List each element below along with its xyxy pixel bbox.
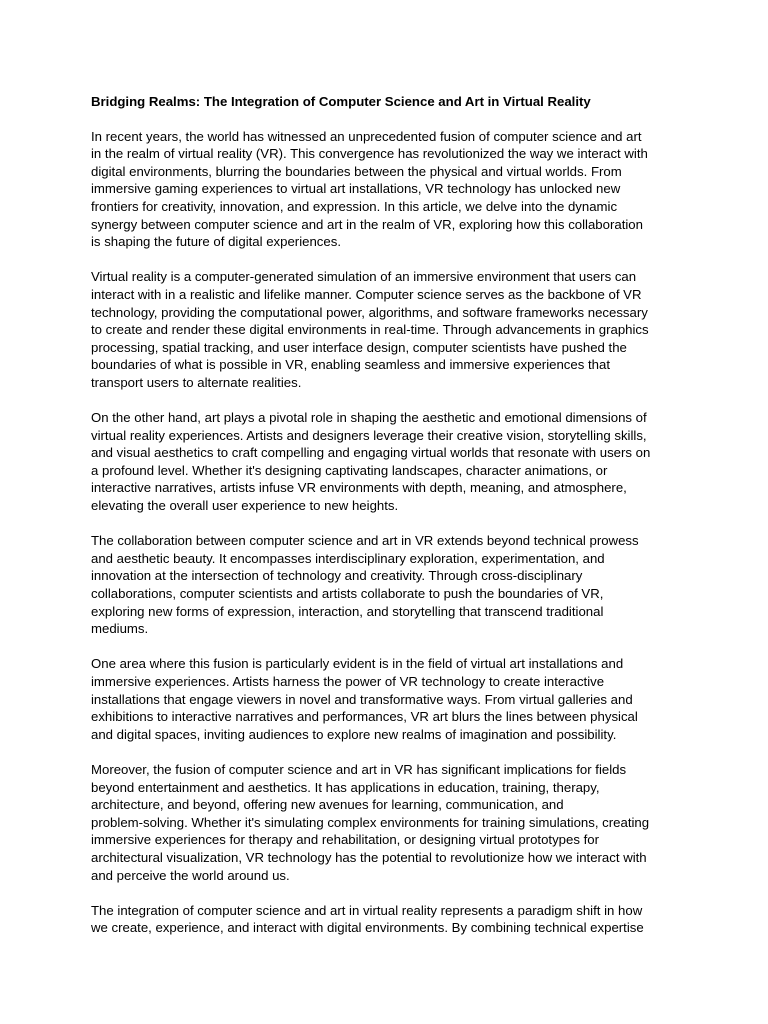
- paragraph-line: in the realm of virtual reality (VR). This convergence has revolutionized the way we interact with: [91, 146, 648, 162]
- paragraph-line: is shaping the future of digital experiences.: [91, 234, 341, 250]
- document-title: Bridging Realms: The Integration of Computer Science and Art in Virtual Reality: [91, 94, 591, 109]
- paragraph-line: immersive experiences. Artists harness the power of VR technology to create interactive: [91, 674, 605, 689]
- paragraph-line: installations that engage viewers in novel and transformative ways. From virtual galleries and: [91, 691, 633, 707]
- paragraph-line: problem-solving. Whether it's simulating complex environments for training simulations, creating: [91, 814, 650, 830]
- paragraph-line: we create, experience, and interact with digital environments. By combining technical expertise: [91, 920, 644, 936]
- paragraph-line: exhibitions to interactive narratives and performances, VR art blurs the lines between physical: [91, 709, 638, 725]
- paragraph-line: Moreover, the fusion of computer science and art in VR has significant implications for fields: [91, 761, 627, 777]
- paragraph: [91, 409, 681, 515]
- paragraph-line: to create and render these digital environments in real-time. Through advancements in graphics: [91, 322, 649, 338]
- paragraph-line: synergy between computer science and art in the realm of VR, exploring how this collaboration: [91, 216, 643, 232]
- paragraph-line: beyond entertainment and aesthetics. It has applications in education, training, therapy,: [91, 779, 600, 795]
- paragraph-line: transport users to alternate realities.: [91, 374, 302, 390]
- paragraph-line: On the other hand, art plays a pivotal role in shaping the aesthetic and emotional dimensions of: [91, 410, 647, 426]
- paragraph-line: One area where this fusion is particularly evident is in the field of virtual art installations and: [91, 656, 624, 672]
- paragraph-line: boundaries of what is possible in VR, enabling seamless and immersive experiences that: [91, 357, 610, 373]
- paragraph-line: technology, providing the computational power, algorithms, and software frameworks necessary: [91, 304, 648, 320]
- paragraph-line: immersive experiences for therapy and rehabilitation, or designing virtual prototypes for: [91, 832, 599, 848]
- paragraph: [91, 902, 681, 937]
- paragraph-line: and perceive the world around us.: [91, 867, 290, 883]
- paragraph-line: processing, spatial tracking, and user interface design, computer scientists have pushed the: [91, 339, 627, 355]
- paragraph-line: interactive narratives, artists infuse VR environments with depth, meaning, and atmosphere,: [91, 480, 627, 496]
- paragraph-line: and visual aesthetics to craft compelling and engaging virtual worlds that resonate with users on: [91, 445, 651, 461]
- paragraph-line: frontiers for creativity, innovation, and expression. In this article, we delve into the dynamic: [91, 198, 618, 214]
- paragraph: [91, 532, 681, 638]
- paragraph-line: exploring new forms of expression, interaction, and storytelling that transcend traditional: [91, 603, 604, 619]
- paragraph-line: digital environments, blurring the boundaries between the physical and virtual worlds. From: [91, 163, 622, 179]
- paragraph-line: virtual reality experiences. Artists and designers leverage their creative vision, storytelling skills,: [91, 427, 647, 443]
- paragraph-line: and digital spaces, inviting audiences to explore new realms of imagination and possibility.: [91, 726, 617, 742]
- paragraph: [91, 128, 681, 251]
- paragraph-line: and aesthetic beauty. It encompasses interdisciplinary exploration, experimentation, and: [91, 550, 605, 566]
- paragraph-line: elevating the overall user experience to new heights.: [91, 498, 399, 514]
- paragraph: [91, 655, 681, 743]
- paragraph-line: innovation at the intersection of technology and creativity. Through cross-disciplinary: [91, 568, 583, 584]
- paragraph-line: immersive gaming experiences to virtual art installations, VR technology has unlocked new: [91, 181, 621, 197]
- paragraph-line: architectural visualization, VR technology has the potential to revolutionize how we interact with: [91, 849, 647, 865]
- paragraph: [91, 268, 681, 391]
- paragraph-line: interact with in a realistic and lifelike manner. Computer science serves as the backbone of VR: [91, 286, 642, 302]
- paragraph-line: The integration of computer science and art in virtual reality represents a paradigm shift in how: [91, 902, 643, 918]
- paragraph-line: The collaboration between computer science and art in VR extends beyond technical prowess: [91, 533, 639, 549]
- paragraph-line: collaborations, computer scientists and artists collaborate to push the boundaries of VR,: [91, 586, 604, 602]
- document-body: [91, 93, 681, 955]
- paragraph-line: a profound level. Whether it's designing captivating landscapes, character animations, or: [91, 462, 608, 478]
- paragraph: [91, 761, 681, 884]
- paragraph-line: Virtual reality is a computer-generated simulation of an immersive environment that users can: [91, 269, 637, 285]
- paragraph-line: mediums.: [91, 621, 149, 637]
- paragraph-line: architecture, and beyond, offering new avenues for learning, communication, and: [91, 797, 564, 813]
- paragraph-line: In recent years, the world has witnessed an unprecedented fusion of computer science and art: [91, 128, 642, 144]
